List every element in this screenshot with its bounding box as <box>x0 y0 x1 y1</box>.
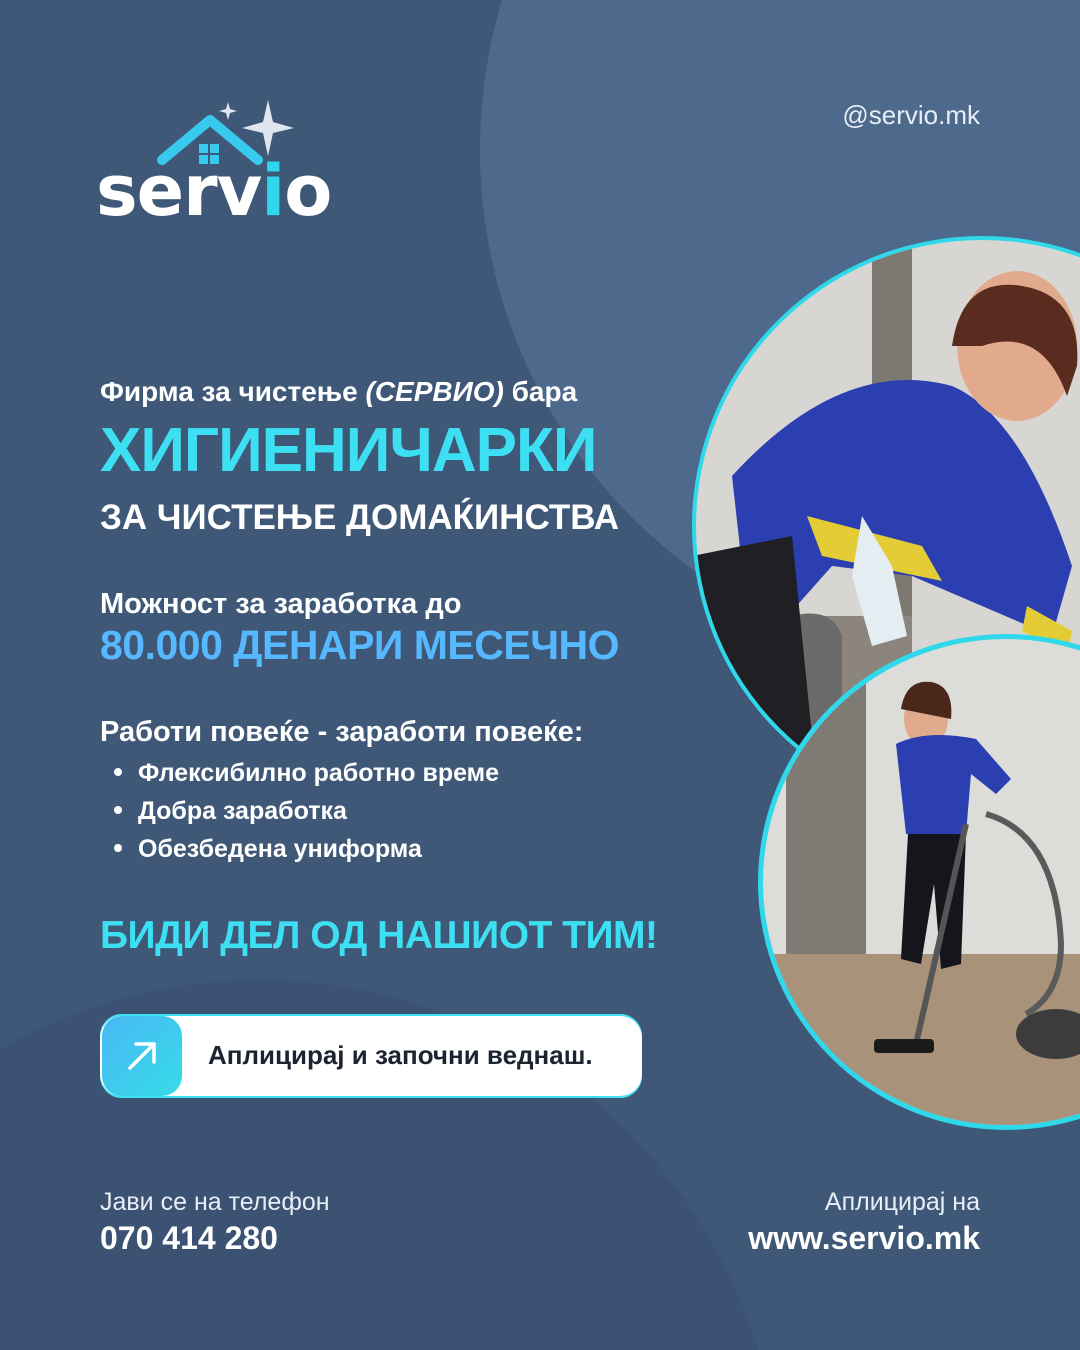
earnings-label: Можност за заработка до <box>100 588 462 620</box>
hiring-lead: Фирма за чистење (СЕРВИО) бара <box>100 376 578 407</box>
arrow-box <box>102 1016 182 1096</box>
perks-title: Работи повеќе - заработи повеќе: <box>100 716 584 748</box>
list-item: Обезбедена униформа <box>114 832 499 870</box>
list-item: Добра заработка <box>114 794 499 832</box>
phone-label: Јави се на телефон <box>100 1188 330 1216</box>
bullet-icon <box>114 806 122 814</box>
job-title-headline: ХИГИЕНИЧАРКИ <box>100 416 597 485</box>
team-slogan: БИДИ ДЕЛ ОД НАШИОТ ТИМ! <box>100 914 658 957</box>
website-link[interactable]: www.servio.mk <box>748 1220 980 1256</box>
list-item: Флексибилно работно време <box>114 756 499 794</box>
job-subtitle: ЗА ЧИСТЕЊЕ ДОМАЌИНСТВА <box>100 498 620 537</box>
phone-number[interactable]: 070 414 280 <box>100 1220 278 1256</box>
apply-button-label: Аплицирај и започни веднаш. <box>208 1040 593 1070</box>
apply-now-button[interactable] <box>100 1014 642 1098</box>
bullet-icon <box>114 844 122 852</box>
earnings-value: 80.000 ДЕНАРИ МЕСЕЧНО <box>100 622 620 668</box>
arrow-up-right-icon <box>124 1038 160 1074</box>
photo-vacuuming-floor <box>756 634 1080 1134</box>
perks-list <box>114 756 499 870</box>
servio-logo <box>96 96 336 236</box>
social-handle: @servio.mk <box>842 100 980 130</box>
logo-wordmark: servio <box>96 150 332 232</box>
bullet-icon <box>114 768 122 776</box>
website-label: Аплицирај на <box>824 1188 980 1216</box>
